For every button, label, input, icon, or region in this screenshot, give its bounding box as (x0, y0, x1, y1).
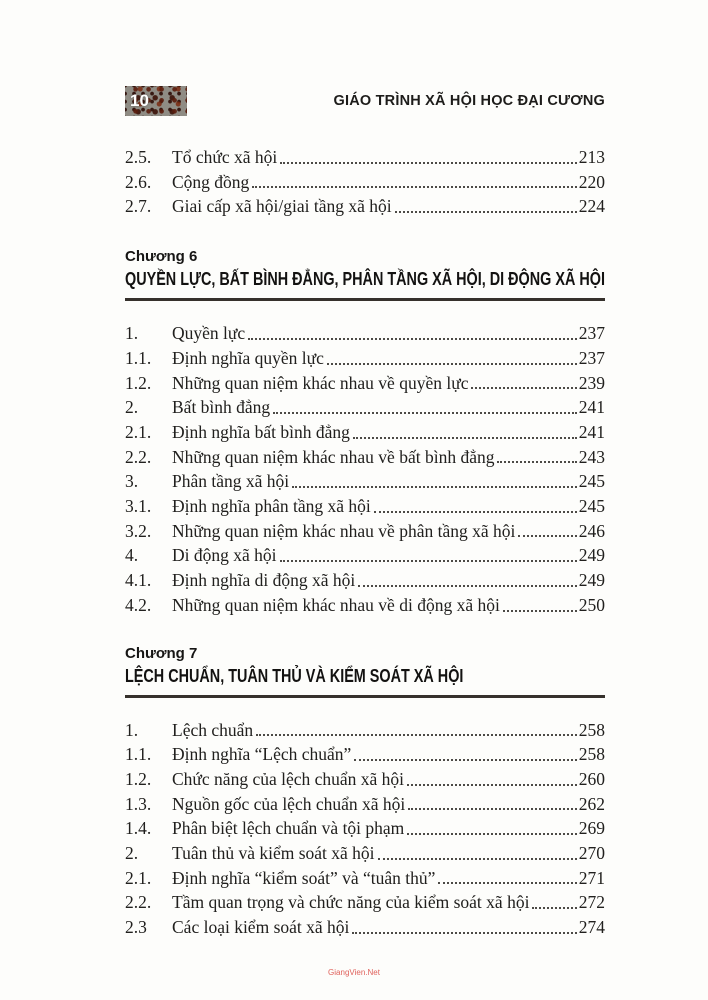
toc-entry-title: Giai cấp xã hội/giai tầng xã hội (172, 196, 392, 217)
toc-entry-title: Phân biệt lệch chuẩn và tội phạm (172, 818, 405, 839)
toc-entry (125, 742, 605, 767)
toc-entry (125, 915, 605, 940)
toc-entry-title: Tuân thủ và kiểm soát xã hội (172, 843, 375, 864)
toc-entry-number: 1.1. (125, 347, 152, 368)
chapter7-heading (125, 644, 605, 698)
toc-entry-number: 1.1. (125, 744, 152, 765)
toc-entry-title: Định nghĩa “Lệch chuẩn” (172, 744, 352, 765)
chapter7-title: LỆCH CHUẨN, TUÂN THỦ VÀ KIỂM SOÁT XÃ HỘI (125, 665, 464, 686)
toc-entry-page: 246 (578, 520, 605, 541)
dot-leader (280, 162, 577, 164)
dot-leader (471, 387, 576, 389)
dot-leader (408, 808, 576, 810)
toc-entry-title: Nguồn gốc của lệch chuẩn xã hội (172, 793, 406, 814)
toc-entry (125, 593, 605, 618)
toc-entry-page: 250 (578, 594, 605, 615)
toc-entry (125, 346, 605, 371)
toc-entry-number: 1. (125, 719, 139, 740)
toc-entry-page: 260 (578, 768, 605, 789)
toc-entry (125, 568, 605, 593)
toc-entry-number: 1.3. (125, 793, 152, 814)
toc-entry (125, 145, 605, 170)
toc-entry-title: Các loại kiểm soát xã hội (172, 917, 350, 938)
toc-entry-number: 1. (125, 323, 139, 344)
toc-entry-number: 2.6. (125, 171, 152, 192)
dot-leader (292, 486, 577, 488)
toc-entry (125, 767, 605, 792)
toc-entry (125, 321, 605, 346)
toc-entry-page: 258 (578, 719, 605, 740)
toc-entry-number: 2. (125, 397, 139, 418)
dot-leader (497, 461, 576, 463)
toc-entry-number: 2.3 (125, 917, 147, 938)
toc-entry-title: Bất bình đẳng (172, 397, 271, 418)
toc-entry-title: Những quan niệm khác nhau về quyền lực (172, 372, 469, 393)
toc-entry-page: 249 (578, 570, 605, 591)
dot-leader (407, 833, 576, 835)
toc-entry-page: 213 (578, 147, 605, 167)
toc-entry-number: 2.7. (125, 196, 152, 217)
toc-entry (125, 494, 605, 519)
toc-entry-number: 2.5. (125, 147, 152, 167)
dot-leader (248, 338, 577, 340)
dot-leader (354, 759, 576, 761)
dot-leader (407, 784, 577, 786)
page-number: 10 (130, 91, 149, 110)
toc-entry-page: 237 (578, 323, 605, 344)
toc-entry-title: Tầm quan trọng và chức năng của kiểm soát xã hội (172, 892, 530, 913)
toc-entry-number: 1.2. (125, 372, 152, 393)
toc-entry-number: 4.1. (125, 570, 152, 591)
toc-entry (125, 371, 605, 396)
toc-entry-number: 2.1. (125, 867, 152, 888)
toc-entry-title: Lệch chuẩn (172, 719, 254, 740)
dot-leader (327, 363, 577, 365)
page-number-badge (125, 86, 187, 116)
toc-section-top (125, 145, 605, 219)
toc-entry (125, 519, 605, 544)
toc-section-chapter7 (125, 718, 605, 940)
toc-entry-page: 241 (578, 421, 605, 442)
dot-leader (280, 560, 577, 562)
toc-entry-page: 258 (578, 744, 605, 765)
toc-entry-page: 249 (578, 545, 605, 566)
toc-entry-page: 245 (578, 471, 605, 492)
chapter6-heading (125, 247, 605, 301)
toc-entry-page: 220 (578, 171, 605, 192)
dot-leader (532, 907, 576, 909)
toc-entry-title: Cộng đồng (172, 171, 250, 192)
toc-entry (125, 445, 605, 470)
toc-entry-page: 274 (578, 917, 605, 938)
dot-leader (273, 412, 577, 414)
dot-leader (252, 186, 576, 188)
toc-entry-page: 239 (578, 372, 605, 393)
toc-entry (125, 718, 605, 743)
toc-entry (125, 890, 605, 915)
toc-entry-number: 2.2. (125, 446, 152, 467)
toc-entry-page: 271 (578, 867, 605, 888)
toc-entry-title: Những quan niệm khác nhau về di động xã hội (172, 594, 500, 615)
toc-entry-page: 237 (578, 347, 605, 368)
toc-entry-number: 3.2. (125, 520, 152, 541)
toc-entry-number: 3. (125, 471, 139, 492)
toc-entry-title: Phân tầng xã hội (172, 471, 290, 492)
toc-entry (125, 841, 605, 866)
toc-entry-page: 243 (578, 446, 605, 467)
toc-entry-title: Những quan niệm khác nhau về bất bình đẳng (172, 446, 495, 467)
toc-entry-number: 2. (125, 843, 139, 864)
toc-entry (125, 170, 605, 195)
dot-leader (256, 734, 577, 736)
toc-entry (125, 420, 605, 445)
toc-entry-page: 272 (578, 892, 605, 913)
chapter6-label: Chương 6 (125, 248, 198, 266)
toc-entry (125, 194, 605, 219)
toc-entry (125, 543, 605, 568)
toc-entry (125, 816, 605, 841)
toc-entry-title: Di động xã hội (172, 545, 277, 566)
dot-leader (438, 882, 576, 884)
dot-leader (358, 585, 577, 587)
toc-entry-page: 269 (578, 818, 605, 839)
toc-entry-title: Chức năng của lệch chuẩn xã hội (172, 768, 405, 789)
running-title: GIÁO TRÌNH XÃ HỘI HỌC ĐẠI CƯƠNG (333, 93, 605, 109)
dot-leader (352, 932, 576, 934)
toc-entry-title: Những quan niệm khác nhau về phân tầng xã hội (172, 520, 516, 541)
chapter6-title: QUYỀN LỰC, BẤT BÌNH ĐẲNG, PHÂN TẦNG XÃ HỘI, DI ĐỘNG XÃ HỘI (125, 269, 605, 290)
toc-entry-number: 1.4. (125, 818, 152, 839)
toc-entry-title: Định nghĩa “kiểm soát” và “tuân thủ” (172, 867, 436, 888)
dot-leader (353, 437, 577, 439)
toc-entry-page: 262 (578, 793, 605, 814)
toc-entry-number: 1.2. (125, 768, 152, 789)
toc-entry-number: 4.2. (125, 594, 152, 615)
toc-entry (125, 469, 605, 494)
toc-entry-title: Tổ chức xã hội (172, 147, 278, 167)
toc-entry-title: Định nghĩa di động xã hội (172, 570, 356, 591)
toc-entry-page: 241 (578, 397, 605, 418)
toc-entry-number: 4. (125, 545, 139, 566)
toc-entry-page: 245 (578, 496, 605, 517)
page-content (125, 85, 605, 940)
toc-section-chapter6 (125, 321, 605, 617)
dot-leader (378, 858, 577, 860)
toc-entry (125, 866, 605, 891)
toc-entry-page: 224 (578, 196, 605, 217)
page-header (125, 85, 605, 117)
toc-entry-number: 3.1. (125, 496, 152, 517)
toc-entry-title: Định nghĩa phân tầng xã hội (172, 496, 371, 517)
dot-leader (374, 511, 577, 513)
toc-entry-title: Định nghĩa bất bình đẳng (172, 421, 350, 442)
dot-leader (395, 211, 577, 213)
toc-entry (125, 395, 605, 420)
toc-entry-page: 270 (578, 843, 605, 864)
toc-entry-number: 2.1. (125, 421, 152, 442)
watermark: GiangVien.Net (328, 968, 380, 977)
dot-leader (503, 610, 577, 612)
dot-leader (518, 535, 576, 537)
toc-entry-title: Định nghĩa quyền lực (172, 347, 324, 368)
toc-entry-title: Quyền lực (172, 323, 246, 344)
toc-entry-number: 2.2. (125, 892, 152, 913)
chapter7-label: Chương 7 (125, 644, 198, 662)
toc-entry (125, 792, 605, 817)
